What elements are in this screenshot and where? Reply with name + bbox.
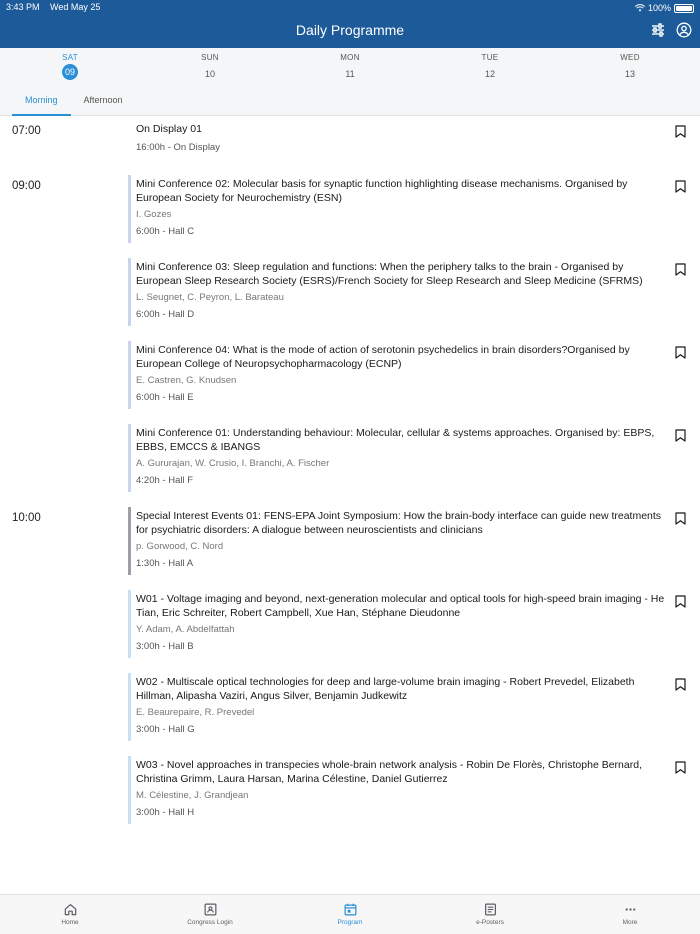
status-date: Wed May 25: [50, 2, 101, 12]
bottom-tab-bar: [0, 894, 700, 934]
session-speakers: L. Seugnet, C. Peyron, L. Barateau: [136, 292, 284, 303]
day-name: SAT: [62, 53, 78, 62]
session-card[interactable]: [128, 254, 700, 326]
sliders-icon[interactable]: [650, 22, 666, 38]
bookmark-icon[interactable]: [675, 125, 686, 138]
day-sun[interactable]: [175, 53, 245, 82]
event-group: [128, 116, 700, 171]
session-speakers: M. Célestine, J. Grandjean: [136, 790, 249, 801]
user-circle-icon[interactable]: [676, 22, 692, 38]
nav-label: More: [622, 919, 638, 926]
session-duration-room: 3:00h - Hall B: [136, 641, 194, 652]
session-card[interactable]: [128, 420, 700, 492]
session-speakers: I. Gozes: [136, 209, 172, 220]
session-title: W01 - Voltage imaging and beyond, next-generation molecular and optical tools for high-speed brain imaging - He Tian, Eric Schreiter, Robert Campbell, Xue Han, Stéphane Dieudonne: [136, 593, 665, 619]
session-speakers: Y. Adam, A. Abdelfattah: [136, 624, 235, 635]
session-title: Special Interest Events 01: FENS-EPA Joint Symposium: How the brain-body interface can guide new treatments for psychiatric disorders: A dialogue between neuroscientists and clinicians: [136, 510, 662, 536]
day-selector: [0, 48, 700, 88]
session-duration-room: 6:00h - Hall C: [136, 226, 195, 237]
time-block: [0, 171, 700, 503]
nav-label: Program: [337, 919, 363, 926]
day-name: SUN: [201, 53, 219, 62]
nav-e-posters[interactable]: [450, 895, 530, 934]
session-title: Mini Conference 04: What is the mode of action of serotonin psychedelics in brain disorders?Organised by European College of Neuropsychopharmacology (ECNP): [136, 344, 630, 370]
day-name: MON: [340, 53, 360, 62]
time-block: [0, 116, 700, 171]
day-name: WED: [620, 53, 640, 62]
nav-more[interactable]: [590, 895, 670, 934]
page-title: Daily Programme: [295, 22, 405, 38]
document-icon: [483, 902, 498, 917]
bookmark-icon[interactable]: [675, 595, 686, 608]
more-dots-icon: [623, 902, 638, 917]
session-tabs: [0, 88, 700, 116]
session-title: Mini Conference 02: Molecular basis for synaptic function highlighting disease mechanisms. Organised by European Society for Neurochemistry (ESN): [136, 178, 628, 204]
status-time: 3:43 PM: [6, 2, 40, 12]
tab-morning[interactable]: Morning: [12, 88, 71, 116]
time-label: 10:00: [12, 512, 41, 524]
tab-afternoon[interactable]: Afternoon: [83, 95, 123, 105]
session-card[interactable]: [128, 503, 700, 575]
session-card[interactable]: [128, 752, 700, 824]
session-title: Mini Conference 03: Sleep regulation and functions: When the periphery talks to the brain - Organised by European Sleep Research Society (ESRS)/French Society for Sleep Research and Sleep Medicine (SFRMS): [136, 261, 643, 287]
home-icon: [63, 902, 78, 917]
nav-program[interactable]: [310, 895, 390, 934]
day-number: 11: [345, 69, 355, 79]
session-card[interactable]: [128, 337, 700, 409]
battery-percent: 100%: [647, 3, 671, 13]
app-header: [0, 0, 700, 48]
calendar-icon: [343, 902, 358, 917]
nav-label: e-Posters: [476, 919, 504, 926]
bookmark-icon[interactable]: [675, 180, 686, 193]
bookmark-icon[interactable]: [675, 429, 686, 442]
day-tue[interactable]: [455, 53, 525, 82]
session-speakers: p. Gorwood, C. Nord: [136, 541, 224, 552]
wifi-icon: [635, 4, 645, 12]
nav-home[interactable]: [30, 895, 110, 934]
session-duration-room: 3:00h - Hall H: [136, 807, 195, 818]
session-card[interactable]: [128, 669, 700, 741]
day-number: 09: [62, 64, 78, 80]
session-card[interactable]: [128, 116, 700, 160]
bookmark-icon[interactable]: [675, 263, 686, 276]
session-title: Mini Conference 01: Understanding behaviour: Molecular, cellular & systems approaches. Organised by: EBPS, EBBS, EMCCS & IBANGS: [136, 427, 655, 453]
id-card-icon: [203, 902, 218, 917]
session-title: On Display 01: [136, 123, 202, 135]
battery-icon: [674, 4, 694, 13]
day-name: TUE: [481, 53, 499, 62]
bookmark-icon[interactable]: [675, 678, 686, 691]
day-wed[interactable]: [595, 53, 665, 82]
bookmark-icon[interactable]: [675, 512, 686, 525]
time-block: [0, 503, 700, 835]
time-label: 07:00: [12, 125, 41, 137]
day-mon[interactable]: [315, 53, 385, 82]
session-card[interactable]: [128, 171, 700, 243]
day-number: 13: [624, 69, 635, 79]
session-title: W02 - Multiscale optical technologies for deep and large-volume brain imaging - Robert Prevedel, Elizabeth Hillman, Alipasha Vaziri, Angus Silver, Benjamin Judkewitz: [136, 676, 635, 702]
nav-label: Home: [61, 919, 79, 926]
session-duration-room: 4:20h - Hall F: [136, 475, 194, 486]
bookmark-icon[interactable]: [675, 761, 686, 774]
session-duration-room: 1:30h - Hall A: [136, 558, 194, 569]
session-speakers: E. Beaurepaire, R. Prevedel: [136, 707, 255, 718]
session-speakers: A. Gururajan, W. Crusio, I. Branchi, A. Fischer: [136, 458, 330, 469]
bookmark-icon[interactable]: [675, 346, 686, 359]
day-number: 12: [484, 69, 495, 79]
session-speakers: E. Castren, G. Knudsen: [136, 375, 237, 386]
session-card[interactable]: [128, 586, 700, 658]
time-label: 09:00: [12, 180, 41, 192]
day-number: 10: [204, 69, 215, 79]
programme-list: [0, 116, 700, 835]
nav-congress-login[interactable]: [170, 895, 250, 934]
day-sat[interactable]: [35, 53, 105, 80]
event-group: [128, 503, 700, 835]
session-title: W03 - Novel approaches in transpecies whole-brain network analysis - Robin De Florès, Christophe Bernard, Christina Grimm, Laura Harsan, Marina Célestine, Daniel Gutierrez: [136, 759, 642, 785]
session-duration-room: 3:00h - Hall G: [136, 724, 195, 735]
session-duration-room: 6:00h - Hall D: [136, 309, 195, 320]
status-bar: [0, 0, 700, 14]
nav-label: Congress Login: [187, 919, 233, 926]
session-duration-room: 16:00h - On Display: [136, 142, 220, 153]
event-group: [128, 171, 700, 503]
session-duration-room: 6:00h - Hall E: [136, 392, 194, 403]
